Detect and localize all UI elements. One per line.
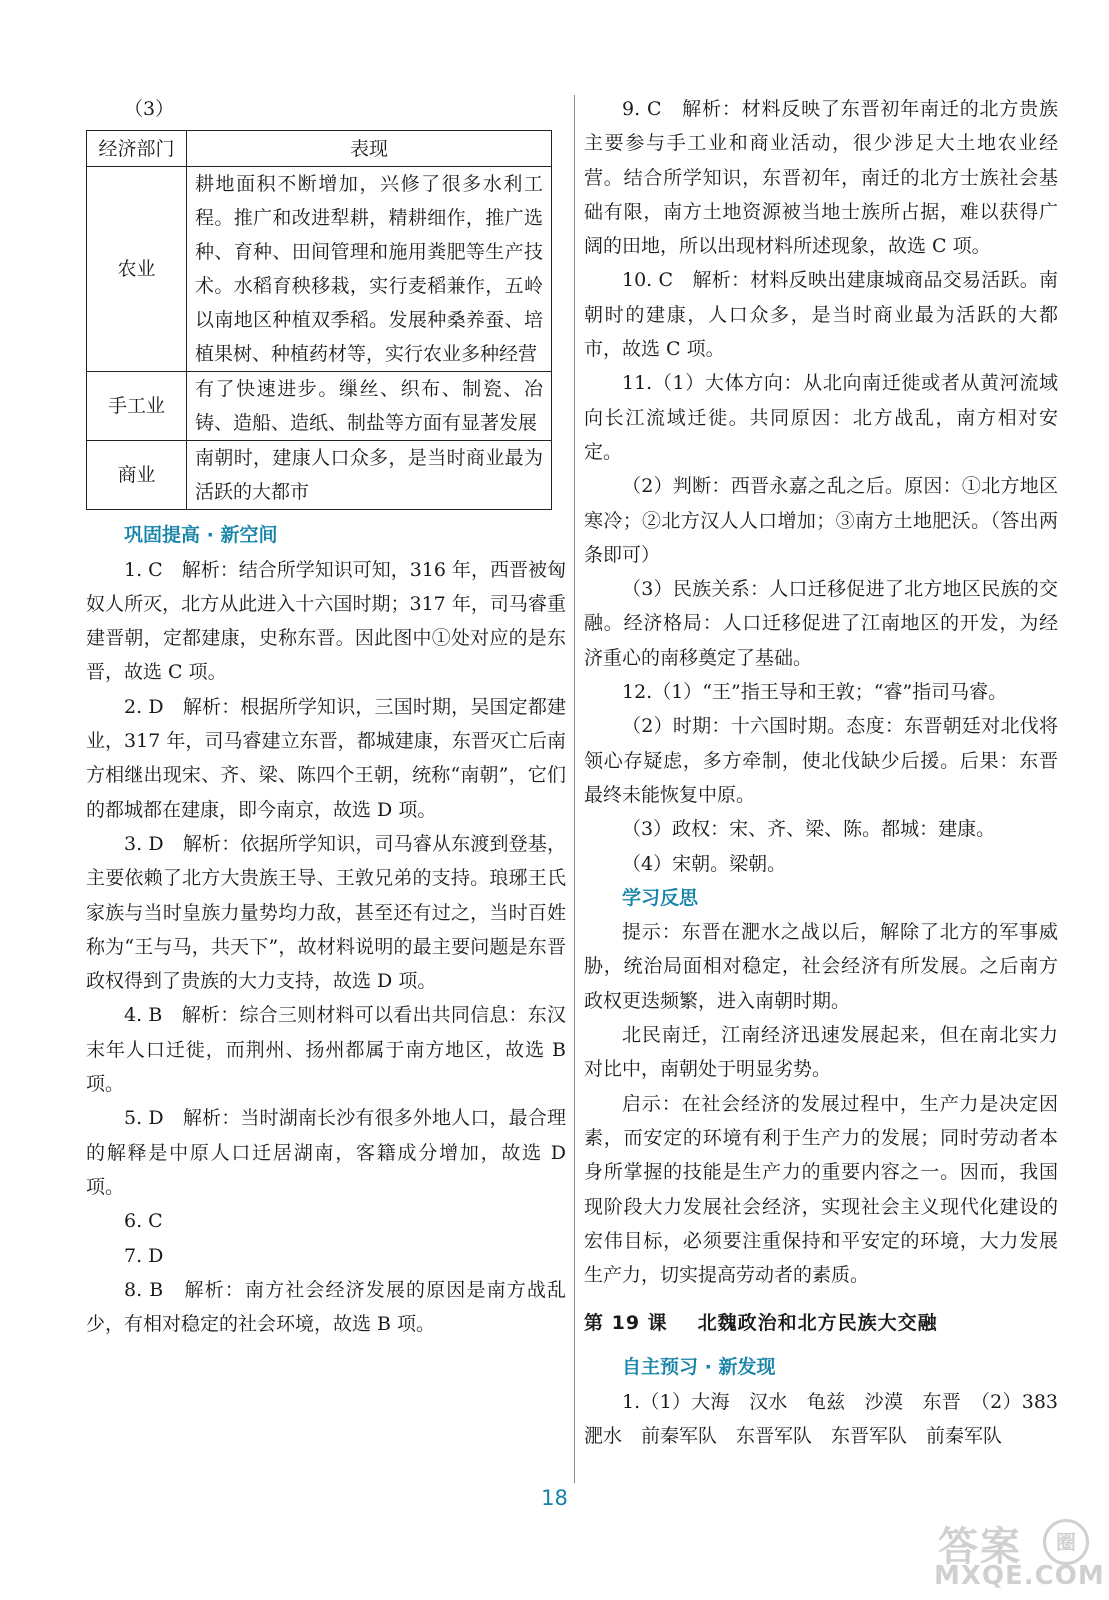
watermark-domain: MXQE.COM: [934, 1561, 1105, 1591]
section-title-preview: 自主预习 · 新发现: [622, 1356, 776, 1379]
sub-question-label: （3）: [124, 98, 175, 120]
table-cell-performance: 耕地面积不断增加，兴修了很多水利工程。推广和改进犁耕，精耕细作，推广选种、育种、田间管理和施用粪肥等生产技术。水稻育秧移栽，实行麦稻兼作，五岭以南地区种植双季稻。发展种桑养蚕、培植果树、种植药材等，实行农业多种经营: [187, 167, 552, 372]
answer-paragraph: 1.（1）大海 汉水 龟兹 沙漠 东晋 （2）383 淝水 前秦军队 东晋军队 东晋军队 前秦军队: [584, 1390, 1078, 1447]
table-row: [87, 372, 552, 441]
answer-paragraph: 10. C 解析：材料反映出建康城商品交易活跃。南朝时的建康，人口众多，是当时商业最为活跃的大都市，故选 C 项。: [584, 269, 1058, 361]
answer-paragraph: 7. D: [124, 1244, 164, 1267]
table-cell-sector: 农业: [87, 167, 187, 372]
watermark-logo: [930, 1515, 1105, 1591]
answer-paragraph: （3）民族关系：人口迁移促进了北方地区民族的交融。经济格局：人口迁移促进了江南地区的开发，为经济重心的南移奠定了基础。: [584, 578, 1058, 669]
answer-paragraph: 12.（1）“王”指王导和王敦；“睿”指司马睿。: [622, 681, 1008, 704]
lesson-number: 第 19 课: [584, 1312, 668, 1335]
lesson-name: 北魏政治和北方民族大交融: [697, 1312, 938, 1335]
table-header-row: [87, 131, 552, 167]
answer-paragraph: 1. C 解析：结合所学知识可知，316 年，西晋被匈奴人所灭，北方从此进入十六国时期；317 年，司马睿重建晋朝，定都建康，史称东晋。因此图中①处对应的是东晋，故选 C 项。: [86, 558, 567, 684]
answer-paragraph: （2）时期：十六国时期。态度：东晋朝廷对北伐将领心存疑虑，多方牵制，使北伐缺少后援。后果：东晋最终未能恢复中原。: [584, 715, 1058, 806]
column-divider: [574, 95, 575, 1483]
reflection-paragraph: 北民南迁，江南经济迅速发展起来，但在南北实力对比中，南朝处于明显劣势。: [584, 1024, 1058, 1081]
reflection-paragraph: 启示：在社会经济的发展过程中，生产力是决定因素，而安定的环境有利于生产力的发展；同时劳动者本身所掌握的技能是生产力的重要内容之一。因而，我国现阶段大力发展社会经济，实现社会主义现代化建设的宏伟目标，必须要注重保持和平安定的环境，大力发展生产力，切实提高劳动者的素质。: [584, 1092, 1058, 1287]
left-column: [86, 92, 566, 1341]
answer-paragraph: 5. D 解析：当时湖南长沙有很多外地人口，最合理的解释是中原人口迁居湖南，客籍成分增加，故选 D 项。: [86, 1107, 566, 1198]
lesson-title: [584, 1306, 1058, 1340]
answer-paragraph: 6. C: [124, 1210, 163, 1233]
table-cell-sector: 商业: [87, 441, 187, 510]
watermark-text: 答案: [938, 1524, 1022, 1570]
table-header-performance: 表现: [187, 131, 552, 167]
answer-paragraph: 9. C 解析：材料反映了东晋初年南迁的北方贵族主要参与手工业和商业活动，很少涉足大土地农业经营。结合所学知识，东晋初年，南迁的北方士族社会基础有限，南方土地资源被当地士族所占据，难以获得广阔的田地，所以出现材料所述现象，故选 C 项。: [584, 98, 1058, 258]
table-cell-performance: 有了快速进步。缫丝、织布、制瓷、冶铸、造船、造纸、制盐等方面有显著发展: [187, 372, 552, 441]
answer-paragraph: （3）政权：宋、齐、梁、陈。都城：建康。: [622, 818, 996, 841]
table-header-sector: 经济部门: [87, 131, 187, 167]
table-cell-sector: 手工业: [87, 372, 187, 441]
answer-paragraph: 2. D 解析：根据所学知识，三国时期，吴国定都建业，317 年，司马睿建立东晋，都城建康，东晋灭亡后南方相继出现宋、齐、梁、陈四个王朝，统称“南朝”，它们的都城都在建康，即今南京，故选 D 项。: [86, 695, 566, 821]
page-number: 18: [541, 1486, 568, 1510]
section-title-consolidate: 巩固提高 · 新空间: [124, 524, 278, 547]
table-cell-performance: 南朝时，建康人口众多，是当时商业最为活跃的大都市: [187, 441, 552, 510]
watermark-badge-icon: 圈: [1043, 1519, 1089, 1565]
section-title-reflection: 学习反思: [622, 886, 699, 909]
table-row: [87, 441, 552, 510]
economy-table: [86, 130, 552, 510]
answer-paragraph: 4. B 解析：综合三则材料可以看出共同信息：东汉末年人口迁徙，而荆州、扬州都属于南方地区，故选 B 项。: [86, 1004, 566, 1096]
answer-paragraph: 11.（1）大体方向：从北向南迁徙或者从黄河流域向长江流域迁徙。共同原因：北方战乱，南方相对安定。: [584, 372, 1058, 463]
answer-paragraph: （2）判断：西晋永嘉之乱之后。原因：①北方地区寒冷；②北方汉人人口增加；③南方土地肥沃。（答出两条即可）: [584, 475, 1058, 566]
answer-paragraph: 3. D 解析：依据所学知识，司马睿从东渡到登基，主要依赖了北方大贵族王导、王敦兄弟的支持。琅琊王氏家族与当时皇族力量势均力敌，甚至还有过之，当时百姓称为“王与马，共天下”，故材料说明的最主要问题是东晋政权得到了贵族的大力支持，故选 D 项。: [86, 832, 566, 993]
right-column: [584, 92, 1078, 1453]
answer-paragraph: （4）宋朝。梁朝。: [622, 852, 787, 875]
table-row: [87, 167, 552, 372]
answer-paragraph: 8. B 解析：南方社会经济发展的原因是南方战乱少，有相对稳定的社会环境，故选 B 项。: [86, 1278, 566, 1336]
reflection-paragraph: 提示：东晋在淝水之战以后，解除了北方的军事威胁，统治局面相对稳定，社会经济有所发展。之后南方政权更迭频繁，进入南朝时期。: [584, 921, 1058, 1012]
